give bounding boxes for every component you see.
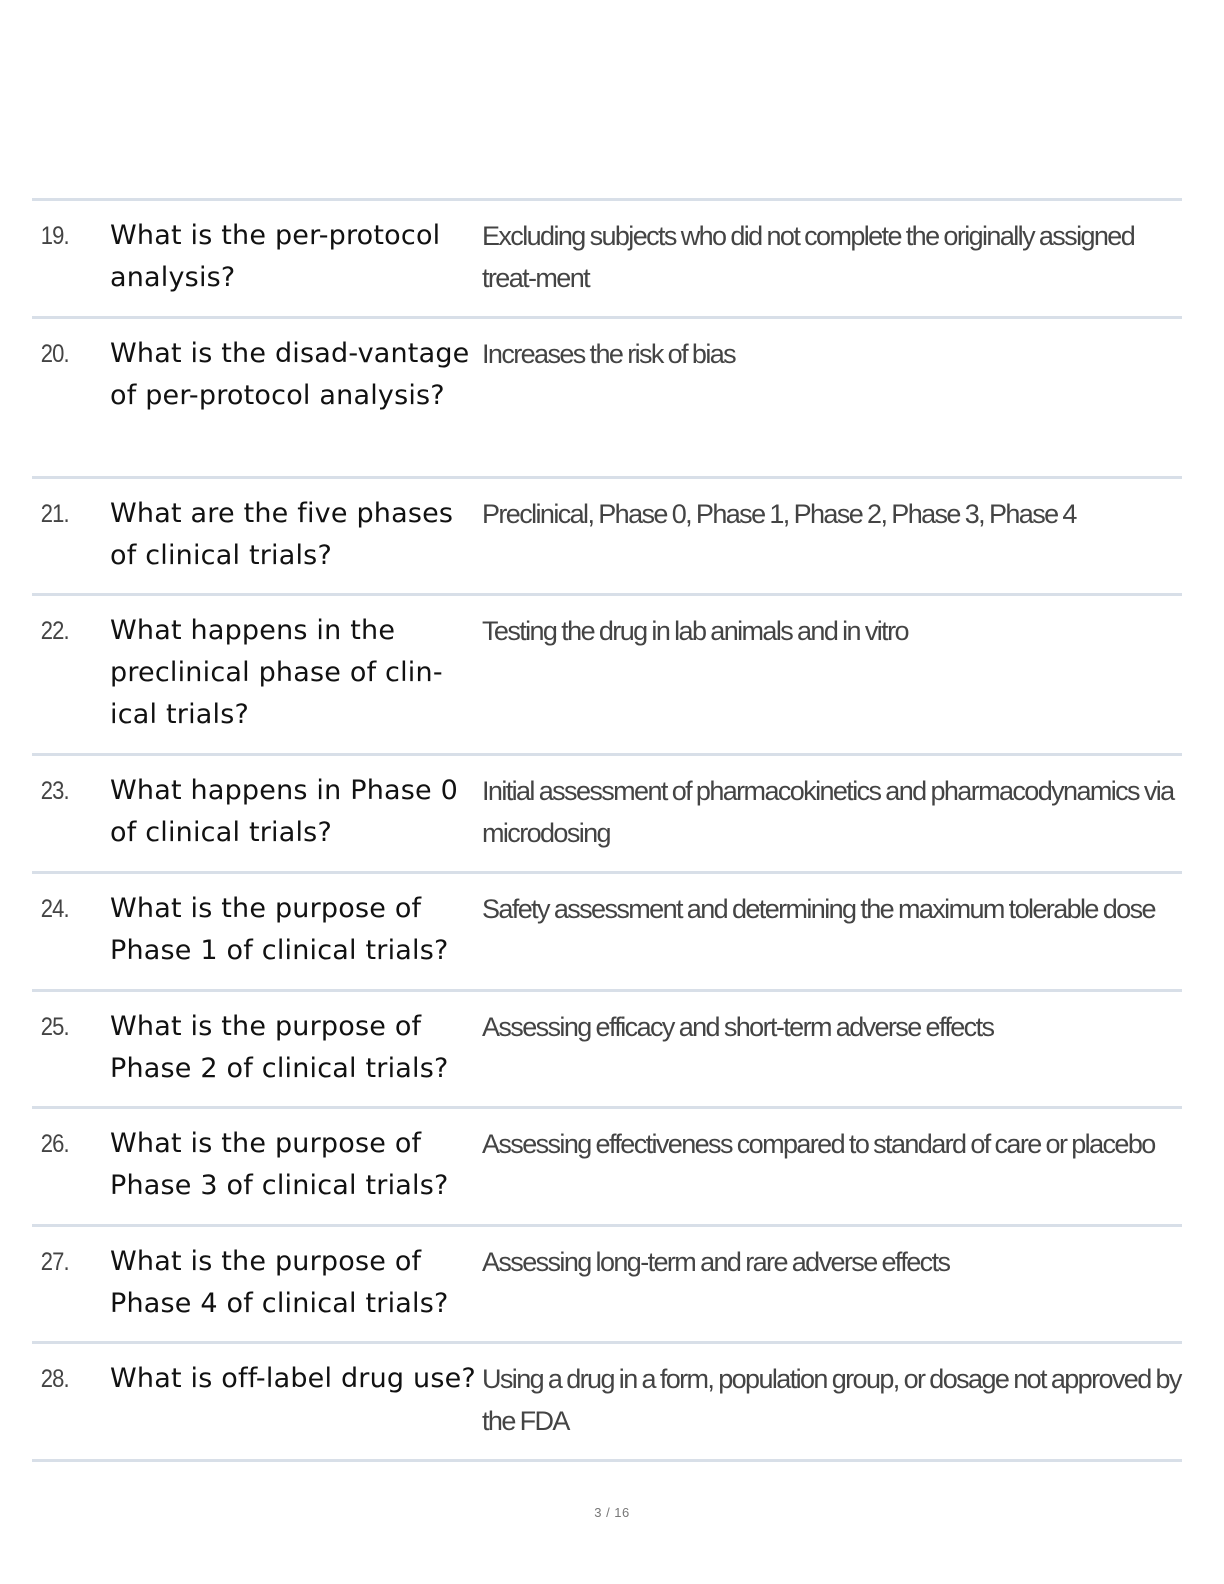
row-number: 22. bbox=[40, 617, 69, 645]
table-row bbox=[32, 874, 1182, 992]
answer-text: Testing the drug in lab animals and in vitro bbox=[482, 616, 908, 646]
question-text: What is the per-protocol analysis? bbox=[110, 220, 441, 293]
table-row bbox=[32, 756, 1182, 874]
question-text: What happens in the preclinical phase of clin-ical trials? bbox=[110, 615, 443, 730]
row-number: 28. bbox=[40, 1365, 69, 1393]
answer-text: Safety assessment and determining the maximum tolerable dose bbox=[482, 894, 1155, 924]
table-row bbox=[32, 201, 1182, 319]
table-row bbox=[32, 992, 1182, 1109]
row-number: 21. bbox=[40, 500, 69, 528]
answer-text: Assessing effectiveness compared to standard of care or placebo bbox=[482, 1129, 1155, 1159]
answer-text: Assessing long-term and rare adverse effects bbox=[482, 1247, 950, 1277]
row-number: 23. bbox=[40, 777, 69, 805]
answer-text: Excluding subjects who did not complete the originally assigned treat-ment bbox=[482, 221, 1135, 293]
question-text: What are the five phases of clinical trials? bbox=[110, 498, 454, 571]
row-number: 26. bbox=[40, 1130, 69, 1158]
table-row bbox=[32, 479, 1182, 596]
row-number: 27. bbox=[40, 1248, 69, 1276]
row-number: 25. bbox=[40, 1013, 69, 1041]
table-row bbox=[32, 319, 1182, 479]
answer-text: Using a drug in a form, population group, or dosage not approved by the FDA bbox=[482, 1364, 1181, 1436]
question-text: What is the purpose of Phase 1 of clinical trials? bbox=[110, 893, 449, 966]
table-row bbox=[32, 1344, 1182, 1462]
answer-text: Initial assessment of pharmacokinetics and pharmacodynamics via microdosing bbox=[482, 776, 1174, 848]
question-text: What is the purpose of Phase 3 of clinical trials? bbox=[110, 1128, 449, 1201]
row-number: 20. bbox=[40, 340, 69, 368]
row-number: 19. bbox=[40, 222, 69, 250]
question-text: What is the purpose of Phase 4 of clinical trials? bbox=[110, 1246, 449, 1319]
table-row bbox=[32, 1109, 1182, 1227]
question-text: What is the disad-vantage of per-protocol analysis? bbox=[110, 338, 470, 411]
question-text: What is off-label drug use? bbox=[110, 1363, 476, 1394]
row-number: 24. bbox=[40, 895, 69, 923]
table-row bbox=[32, 596, 1182, 756]
answer-text: Increases the risk of bias bbox=[482, 339, 736, 369]
answer-text: Preclinical, Phase 0, Phase 1, Phase 2, Phase 3, Phase 4 bbox=[482, 499, 1076, 529]
qa-table bbox=[32, 198, 1182, 1462]
table-row bbox=[32, 1227, 1182, 1344]
answer-text: Assessing efficacy and short-term adverse effects bbox=[482, 1012, 994, 1042]
question-text: What is the purpose of Phase 2 of clinical trials? bbox=[110, 1011, 449, 1084]
page-indicator: 3 / 16 bbox=[594, 1505, 630, 1520]
question-text: What happens in Phase 0 of clinical trials? bbox=[110, 775, 459, 848]
